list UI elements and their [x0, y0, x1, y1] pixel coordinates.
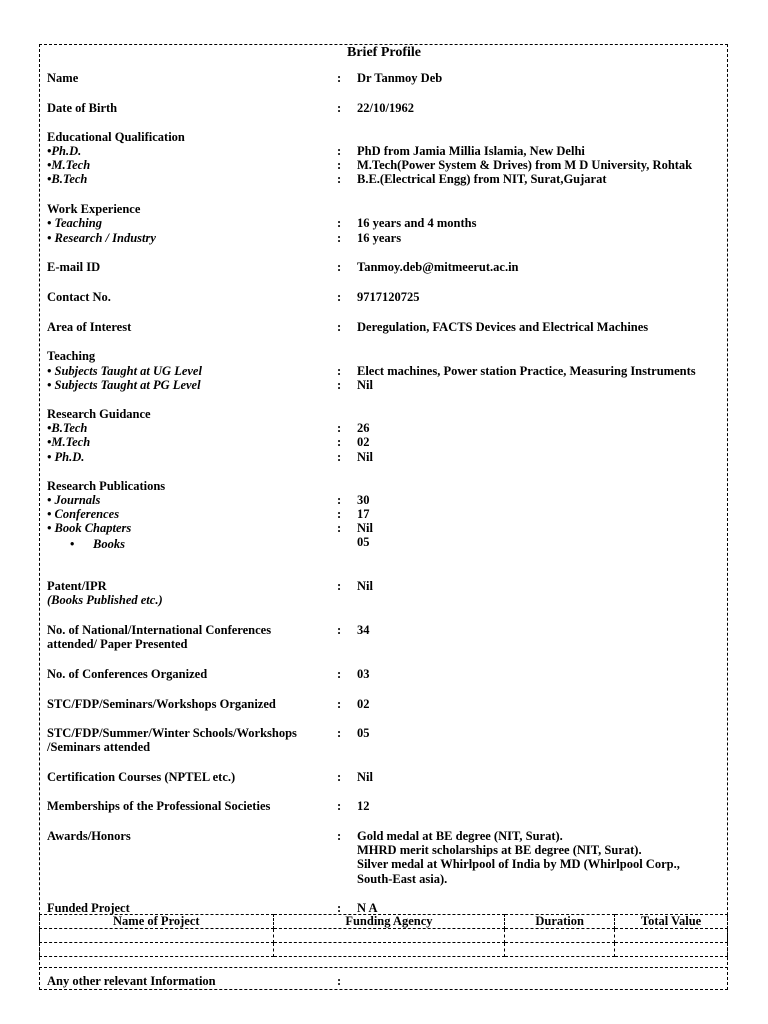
column-header: Name of Project: [40, 915, 274, 929]
work-item-label: • Teaching: [47, 216, 102, 230]
dob-label: Date of Birth: [47, 101, 118, 115]
dob-value: 22/10/1962: [357, 101, 414, 115]
interest-value: Deregulation, FACTS Devices and Electrical Machines: [357, 320, 649, 334]
colon: :: [337, 623, 342, 637]
colon: :: [337, 901, 342, 915]
colon: :: [337, 829, 342, 843]
colon: :: [337, 450, 342, 464]
education-item-value: B.E.(Electrical Engg) from NIT, Surat,Gujarat: [357, 172, 607, 186]
education-item-value: PhD from Jamia Millia Islamia, New Delhi: [357, 144, 585, 158]
publication-item-label: • Conferences: [47, 507, 120, 521]
conferences-organized-value: 03: [357, 667, 370, 681]
memberships-label: Memberships of the Professional Societies: [47, 799, 271, 813]
teaching-heading: Teaching: [47, 349, 96, 363]
award-line: Silver medal at Whirlpool of India by MD (Whirlpool Corp.,: [357, 857, 680, 871]
name-label: Name: [47, 71, 79, 85]
colon: :: [337, 667, 342, 681]
work-item-value: 16 years and 4 months: [357, 216, 477, 230]
conferences-attended-value: 34: [357, 623, 370, 637]
contact-value: 9717120725: [357, 290, 420, 304]
award-line: South-East asia).: [357, 872, 448, 886]
memberships-value: 12: [357, 799, 370, 813]
guidance-item-value: 26: [357, 421, 370, 435]
table-cell: [505, 929, 615, 943]
teaching-item-value: Nil: [357, 378, 373, 392]
education-heading: Educational Qualification: [47, 130, 185, 144]
colon: :: [337, 435, 342, 449]
work-item-value: 16 years: [357, 231, 402, 245]
table-cell: [615, 929, 728, 943]
colon: :: [337, 799, 342, 813]
column-header: Funding Agency: [273, 915, 505, 929]
award-line: MHRD merit scholarships at BE degree (NIT, Surat).: [357, 843, 642, 857]
work-item-label: • Research / Industry: [47, 231, 156, 245]
funded-project-label: Funded Project: [47, 901, 130, 915]
stc-attended-value: 05: [357, 726, 370, 740]
colon: :: [337, 216, 342, 230]
table-cell: [40, 943, 274, 957]
colon: :: [337, 697, 342, 711]
award-line: Gold medal at BE degree (NIT, Surat).: [357, 829, 563, 843]
colon: :: [337, 144, 342, 158]
table-cell: [273, 943, 505, 957]
colon: :: [337, 521, 342, 535]
publication-item-value: Nil: [357, 521, 373, 535]
publication-item-value: 30: [357, 493, 370, 507]
publications-heading: Research Publications: [47, 479, 166, 493]
guidance-item-label: • Ph.D.: [47, 450, 85, 464]
conferences-attended-label-2: attended/ Paper Presented: [47, 637, 188, 651]
divider: [39, 967, 728, 968]
colon: :: [337, 421, 342, 435]
colon: :: [337, 320, 342, 334]
table-row: [40, 929, 728, 943]
interest-label: Area of Interest: [47, 320, 132, 334]
other-info-label: Any other relevant Information: [47, 974, 216, 988]
table-cell: [273, 929, 505, 943]
colon: :: [337, 231, 342, 245]
column-header: Duration: [505, 915, 615, 929]
contact-label: Contact No.: [47, 290, 111, 304]
publication-item-label: • Book Chapters: [47, 521, 132, 535]
page-title: Brief Profile: [347, 45, 421, 60]
teaching-item-label: • Subjects Taught at PG Level: [47, 378, 201, 392]
table-row: [40, 943, 728, 957]
stc-organized-label: STC/FDP/Seminars/Workshops Organized: [47, 697, 276, 711]
funded-project-value: N A: [357, 901, 378, 915]
name-value: Dr Tanmoy Deb: [357, 71, 443, 85]
stc-attended-label-2: /Seminars attended: [47, 740, 151, 754]
table-cell: [40, 929, 274, 943]
colon: :: [337, 364, 342, 378]
guidance-item-value: 02: [357, 435, 370, 449]
patent-sub-label: (Books Published etc.): [47, 593, 163, 607]
table-cell: [615, 943, 728, 957]
stc-attended-label: STC/FDP/Summer/Winter Schools/Workshops: [47, 726, 297, 740]
funded-project-table: [39, 914, 728, 957]
teaching-item-value: Elect machines, Power station Practice, Measuring Instruments: [357, 364, 696, 378]
colon: :: [337, 71, 342, 85]
colon: :: [337, 493, 342, 507]
colon: :: [337, 172, 342, 186]
books-bullet: •: [70, 537, 75, 551]
certification-value: Nil: [357, 770, 373, 784]
table-cell: [505, 943, 615, 957]
colon: :: [337, 579, 342, 593]
table-header-row: [40, 915, 728, 929]
guidance-item-label: •M.Tech: [47, 435, 91, 449]
conferences-attended-label: No. of National/International Conferences: [47, 623, 272, 637]
work-heading: Work Experience: [47, 202, 141, 216]
guidance-heading: Research Guidance: [47, 407, 151, 421]
books-value: 05: [357, 535, 370, 549]
colon: :: [337, 290, 342, 304]
education-item-value: M.Tech(Power System & Drives) from M D University, Rohtak: [357, 158, 693, 172]
awards-label: Awards/Honors: [47, 829, 131, 843]
colon: :: [337, 158, 342, 172]
publication-item-label: • Journals: [47, 493, 101, 507]
colon: :: [337, 101, 342, 115]
guidance-item-label: •B.Tech: [47, 421, 88, 435]
colon: :: [337, 974, 342, 988]
education-item-label: •Ph.D.: [47, 144, 82, 158]
patent-value: Nil: [357, 579, 373, 593]
colon: :: [337, 507, 342, 521]
education-item-label: •M.Tech: [47, 158, 91, 172]
column-header: Total Value: [615, 915, 728, 929]
patent-label: Patent/IPR: [47, 579, 107, 593]
email-label: E-mail ID: [47, 260, 101, 274]
colon: :: [337, 770, 342, 784]
conferences-organized-label: No. of Conferences Organized: [47, 667, 208, 681]
colon: :: [337, 378, 342, 392]
stc-organized-value: 02: [357, 697, 370, 711]
books-label: Books: [93, 537, 125, 551]
email-value: Tanmoy.deb@mitmeerut.ac.in: [357, 260, 519, 274]
certification-label: Certification Courses (NPTEL etc.): [47, 770, 236, 784]
guidance-item-value: Nil: [357, 450, 373, 464]
teaching-item-label: • Subjects Taught at UG Level: [47, 364, 202, 378]
publication-item-value: 17: [357, 507, 370, 521]
colon: :: [337, 260, 342, 274]
colon: :: [337, 726, 342, 740]
education-item-label: •B.Tech: [47, 172, 88, 186]
